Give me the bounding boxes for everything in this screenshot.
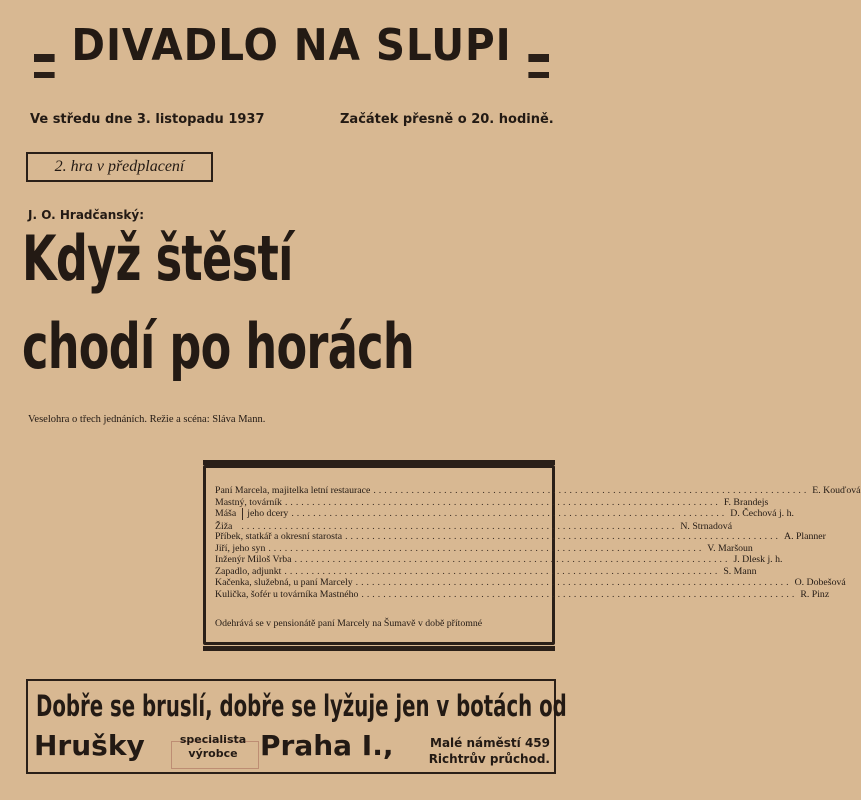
dot-leader: ................................................................................: [361, 588, 798, 600]
cast-role: Jiří, jeho syn: [215, 542, 266, 554]
cast-actor: E. Kouďová: [812, 485, 861, 496]
advert-specialist-line1: specialista: [179, 733, 247, 746]
advert-address: [410, 735, 550, 767]
dot-leader: ................................................................................: [268, 542, 705, 554]
cast-row: [215, 520, 733, 532]
cast-actor: F. Brandejs: [723, 496, 769, 508]
sisters-group-label: jeho dcery: [242, 508, 288, 520]
cast-actor: D. Čechová j. h.: [730, 508, 794, 519]
cast-role: Mastný, továrník: [215, 496, 282, 508]
setting-note: Odehrává se v pensionátě paní Marcely na Šumavě v době přítomné: [215, 618, 483, 629]
cast-row: [215, 508, 794, 520]
cast-actor: O. Dobešová: [794, 577, 846, 588]
cast-list: [215, 485, 861, 600]
advert-address-line1: Malé náměstí 459: [430, 736, 550, 750]
cast-actor: S. Mann: [723, 565, 757, 577]
play-title-line-1: Když štěstí: [22, 222, 293, 295]
play-author: J. O. Hradčanský:: [28, 208, 145, 222]
cast-role: Máša: [215, 508, 237, 519]
play-title-line-2: chodí po horách: [22, 310, 414, 383]
advert-specialist: [173, 733, 253, 761]
cast-row: [215, 485, 861, 497]
cast-role: Žiža: [215, 520, 233, 532]
dot-leader: ................................................................................: [355, 577, 792, 588]
cast-list-box: [203, 465, 861, 645]
shoe-advertisement: [26, 679, 567, 774]
cast-role: Příbek, statkář a okresní starosta: [215, 531, 343, 542]
dot-leader: ................................................................................: [284, 565, 721, 577]
cast-role: Kulička, šofér u továrníka Mastného: [215, 588, 359, 600]
cast-actor: N. Strnadová: [680, 520, 733, 532]
cast-row: [215, 565, 757, 578]
play-subtitle: Veselohra o třech jednáních. Režie a scéna: Sláva Mann.: [28, 414, 266, 425]
cast-row: [215, 588, 830, 601]
start-time: Začátek přesně o 20. hodině.: [340, 112, 554, 127]
dot-leader: ................................................................................: [294, 554, 731, 565]
theatre-header: [34, 14, 549, 80]
cast-actor: V. Maršoun: [707, 542, 753, 554]
cast-row: [215, 496, 769, 509]
cast-role: Paní Marcela, majitelka letní restaurace: [215, 485, 371, 496]
dot-leader: ................................................................................: [345, 531, 781, 542]
subscription-note: 2. hra v předplacení: [26, 152, 213, 182]
cast-actor: R. Pinz: [800, 588, 830, 600]
cast-role: Inženýr Miloš Vrba: [215, 554, 292, 565]
cast-row: [215, 542, 753, 555]
cast-role: Kačenka, služebná, u paní Marcely: [215, 577, 353, 588]
advert-brand: Hrušky: [34, 729, 145, 762]
theatre-name: DIVADLO NA SLUPI: [55, 14, 529, 78]
advert-city: Praha I.,: [260, 729, 394, 762]
dot-leader: ................................................................................: [284, 496, 721, 508]
advert-headline: Dobře se bruslí, dobře se lyžuje jen v botách od: [36, 689, 567, 723]
cast-row: [215, 554, 783, 566]
cast-row: [215, 577, 846, 589]
dot-leader: ................................................................................: [373, 485, 810, 496]
advert-address-line2: Richtrův průchod.: [428, 752, 550, 766]
cast-actor: A. Planner: [784, 531, 826, 542]
performance-date: Ve středu dne 3. listopadu 1937: [30, 112, 265, 127]
cast-role: Zapadlo, adjunkt: [215, 565, 282, 577]
dot-leader: ................................................................................: [291, 508, 728, 519]
cast-row: [215, 531, 826, 543]
advert-specialist-line2: výrobce: [188, 747, 238, 760]
cast-actor: J. Dlesk j. h.: [733, 554, 783, 565]
dot-leader: ................................................................................: [241, 520, 678, 532]
